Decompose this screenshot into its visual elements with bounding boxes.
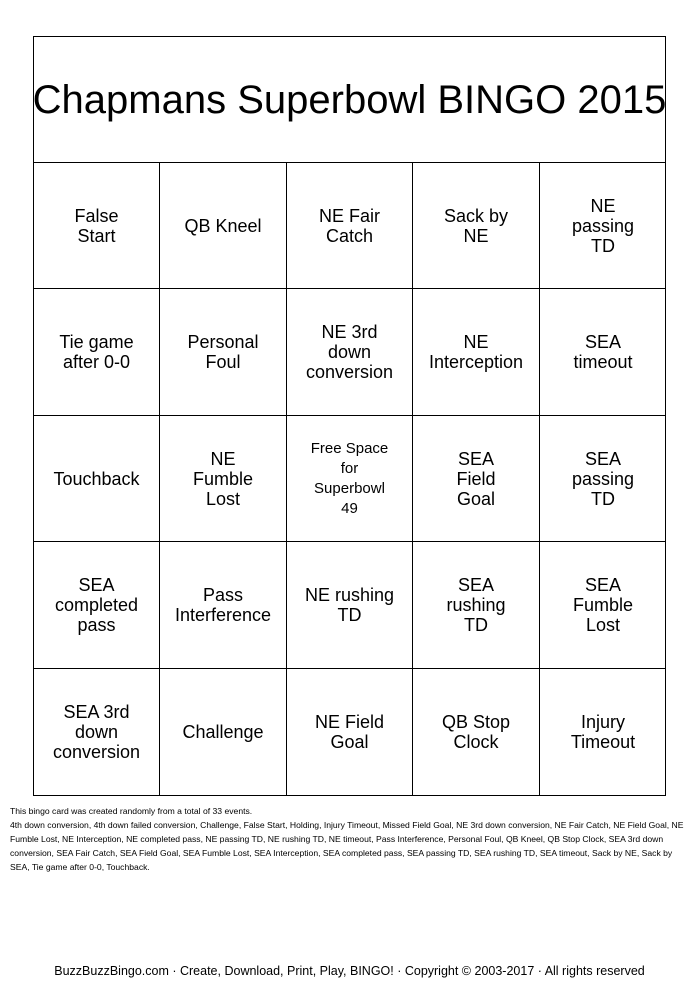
bingo-cell-r5-c5 — [540, 669, 666, 795]
footnote-event-list: 4th down conversion, 4th down failed conversion, Challenge, False Start, Holding, Injury Timeout, Missed Field Goal, NE 3rd down conversion, NE Fair Catch, NE Field Goal, NE Fumble Lost, NE Interception, NE completed pass, NE passing TD, NE rushing TD, NE timeout, Pass Interference, Personal Foul, QB Kneel, QB Stop Clock, SEA 3rd down conversion, SEA Fair Catch, SEA Field Goal, SEA Fumble Lost, SEA Interception, SEA completed pass, SEA passing TD, SEA rushing TD, SEA timeout, Sack by NE, Sack by SEA, Tie game after 0-0, Touchback. — [10, 820, 684, 872]
bingo-cell-r4-c1 — [34, 542, 160, 669]
bingo-cell-r2-c2 — [160, 289, 287, 416]
bingo-cell-r5-c4 — [413, 669, 540, 795]
bingo-cell-r1-c4 — [413, 163, 540, 289]
bingo-cell-r1-c1 — [34, 163, 160, 289]
bingo-cell-r4-c5 — [540, 542, 666, 669]
title-box — [34, 37, 665, 163]
cell-label: Injury Timeout — [570, 712, 636, 752]
bingo-cell-r5-c1 — [34, 669, 160, 795]
cell-label: Personal Foul — [187, 332, 259, 372]
cell-label: NE 3rd down conversion — [305, 322, 394, 382]
cell-label: SEA Field Goal — [456, 448, 496, 509]
bingo-cell-r2-c4 — [413, 289, 540, 416]
cell-label: SEA 3rd down conversion — [52, 702, 141, 762]
bingo-cell-r4-c4 — [413, 542, 540, 669]
cell-label: QB Stop Clock — [441, 712, 511, 752]
bingo-cell-r3-c1 — [34, 416, 160, 542]
bingo-cell-r5-c2 — [160, 669, 287, 795]
card-footnote — [10, 804, 690, 874]
bingo-cell-r3-c2 — [160, 416, 287, 542]
card-title: Chapmans Superbowl BINGO 2015 — [32, 77, 667, 122]
bingo-cell-r2-c3 — [287, 289, 413, 416]
cell-label: Tie game after 0-0 — [59, 332, 134, 372]
footnote-summary: This bingo card was created randomly from a total of 33 events. — [10, 806, 253, 816]
cell-label: SEA completed pass — [54, 575, 139, 635]
site-footer: BuzzBuzzBingo.com · Create, Download, Print, Play, BINGO! · Copyright © 2003-2017 · All rights reserved — [54, 964, 645, 978]
bingo-cell-r2-c1 — [34, 289, 160, 416]
bingo-cell-r4-c3 — [287, 542, 413, 669]
bingo-cell-r4-c2 — [160, 542, 287, 669]
cell-label: False Start — [74, 205, 119, 246]
cell-label: NE Fair Catch — [318, 205, 380, 246]
bingo-cell-r1-c2 — [160, 163, 287, 289]
bingo-cell-r3-c5 — [540, 416, 666, 542]
cell-label: SEA timeout — [573, 332, 633, 372]
cell-label: SEA passing TD — [571, 448, 635, 509]
bingo-card — [33, 36, 666, 796]
bingo-cell-r1-c3 — [287, 163, 413, 289]
bingo-cell-r2-c5 — [540, 289, 666, 416]
cell-label: SEA rushing TD — [446, 575, 506, 635]
bingo-grid — [34, 163, 665, 795]
cell-label: Challenge — [182, 722, 264, 742]
free-space-label: Free Space for Superbowl 49 — [310, 439, 389, 517]
bingo-cell-r1-c5 — [540, 163, 666, 289]
cell-label: SEA Fumble Lost — [572, 575, 634, 635]
bingo-cell-r3-c4 — [413, 416, 540, 542]
cell-label: NE Field Goal — [314, 712, 385, 752]
bingo-cell-r5-c3 — [287, 669, 413, 795]
cell-label: NE rushing TD — [304, 585, 395, 625]
bingo-cell-r3-c3 — [287, 416, 413, 542]
cell-label: Touchback — [53, 468, 140, 489]
cell-label: Sack by NE — [443, 205, 509, 246]
cell-label: QB Kneel — [184, 215, 262, 236]
cell-label: NE Fumble Lost — [192, 448, 254, 509]
cell-label: NE Interception — [428, 332, 524, 372]
cell-label: Pass Interference — [174, 585, 272, 625]
cell-label: NE passing TD — [571, 195, 635, 256]
